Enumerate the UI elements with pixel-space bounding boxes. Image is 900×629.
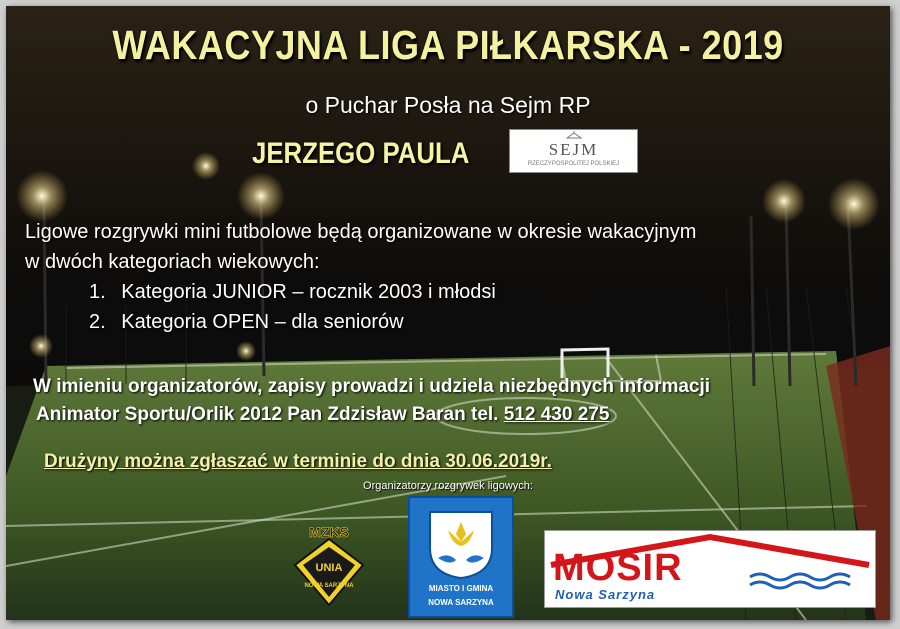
category-number: 2. bbox=[89, 311, 106, 333]
category-text: Kategoria OPEN – dla seniorów bbox=[121, 311, 404, 333]
patron-name: JERZEGO PAULA bbox=[252, 137, 470, 170]
category-item-open bbox=[89, 311, 404, 334]
sejm-logo-subtext: RZECZYPOSPOLITEJ POLSKIEJ bbox=[527, 161, 620, 167]
mosir-logo bbox=[544, 530, 876, 608]
mzks-logo-text-bottom: NOWA SARZYNA bbox=[304, 583, 354, 589]
sejm-building-icon bbox=[566, 131, 582, 139]
sejm-logo-text: SEJM bbox=[548, 140, 599, 159]
contact-phone-link[interactable]: 512 430 275 bbox=[503, 404, 610, 425]
registration-deadline: Drużyny można zgłaszać w terminie do dnia 30.06.2019r. bbox=[44, 451, 552, 472]
sejm-logo bbox=[509, 129, 638, 173]
mzks-logo-text-mid: UNIA bbox=[315, 562, 343, 574]
coat-of-arms-icon bbox=[426, 508, 496, 580]
category-item-junior bbox=[89, 281, 496, 304]
mzks-unia-logo bbox=[289, 525, 369, 611]
contact-line-2 bbox=[36, 404, 609, 426]
organizers-label: Organizatorzy rozgrywek ligowych: bbox=[363, 480, 533, 492]
poster-subtitle: o Puchar Posła na Sejm RP bbox=[305, 92, 591, 118]
category-text: Kategoria JUNIOR – rocznik 2003 i młodsi bbox=[121, 281, 496, 303]
poster-title: WAKACYJNA LIGA PIŁKARSKA - 2019 bbox=[112, 22, 784, 68]
contact-person: Animator Sportu/Orlik 2012 Pan Zdzisław Baran tel. bbox=[36, 404, 504, 425]
mosir-logo-word: MOSIR bbox=[553, 547, 683, 589]
city-coat-of-arms-logo bbox=[408, 496, 514, 618]
description-line-2: w dwóch kategoriach wiekowych: bbox=[25, 251, 320, 273]
poster bbox=[6, 6, 890, 620]
mzks-logo-text-top: MZKS bbox=[309, 525, 349, 540]
mosir-logo-subtext: Nowa Sarzyna bbox=[555, 587, 656, 602]
contact-line-1: W imieniu organizatorów, zapisy prowadzi i udziela niezbędnych informacji bbox=[33, 376, 711, 397]
city-label-line1: MIASTO I GMINA bbox=[428, 584, 494, 593]
category-number: 1. bbox=[89, 281, 106, 303]
description-line-1: Ligowe rozgrywki mini futbolowe będą organizowane w okresie wakacyjnym bbox=[25, 221, 697, 243]
city-label-line2: NOWA SARZYNA bbox=[428, 598, 494, 607]
